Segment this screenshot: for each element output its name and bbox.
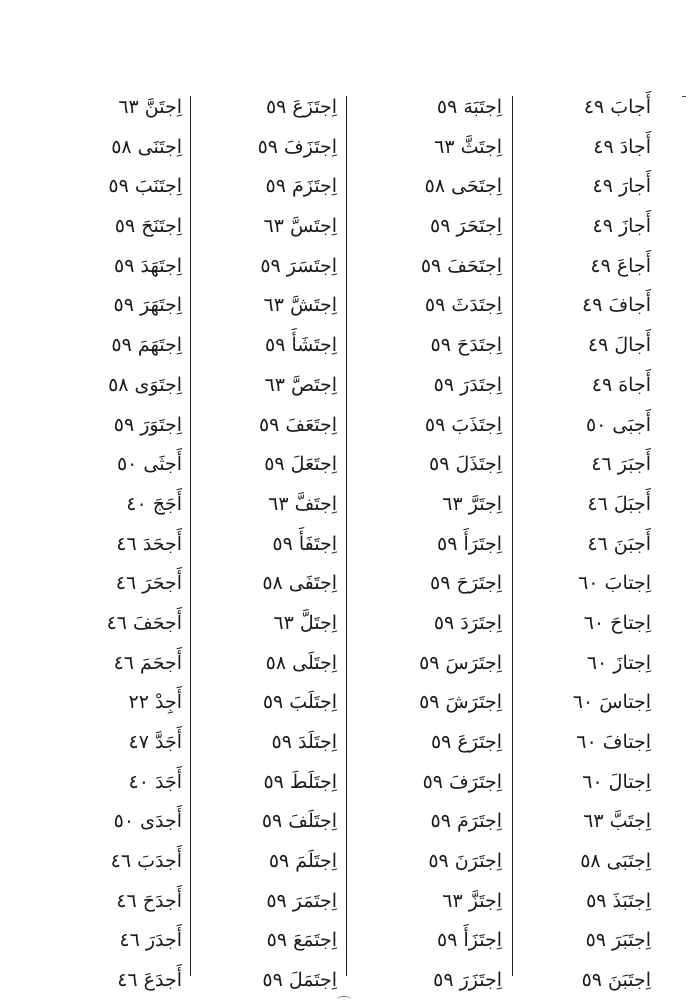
verb-entry: اِجتَلَدَ ٥٩: [271, 731, 337, 753]
verb-entry: أَجحَمَ ٤٦: [113, 651, 182, 674]
verb-entry: اِجتَوَى ٥٨: [108, 373, 182, 396]
verb-entry: اِجتَزَأَ ٥٩: [437, 929, 502, 952]
verb-entry: اِجتَنَبَ ٥٩: [108, 175, 182, 198]
verb-entry: اِجتَدَرَ ٥٩: [433, 373, 502, 396]
verb-entry: اِجتَشَّ ٦٣: [263, 294, 337, 317]
verb-entry: اِجتَلَمَ ٥٩: [268, 850, 337, 873]
verb-entry: اِجتَرَفَ ٥٩: [422, 770, 502, 793]
verb-entry: اِجتَذَلَ ٥٩: [429, 453, 502, 476]
corner-mark: [682, 96, 686, 97]
verb-entry: اِجتَرَحَ ٥٩: [430, 572, 502, 595]
verb-entry: اِجتاحَ ٦٠: [583, 611, 651, 634]
verb-entry: اِجتَلَفَ ٥٩: [261, 810, 337, 833]
verb-entry: اِجتَمَرَ ٥٩: [266, 889, 337, 912]
verb-entry: اِجتَدَحَ ٥٩: [430, 334, 502, 357]
verb-entry: اِجتَبَنَ ٥٩: [581, 969, 651, 992]
verb-entry: أَجَدَ ٤٠: [128, 770, 182, 793]
verb-entry: اِجتَذَبَ ٥٩: [424, 413, 502, 436]
verb-entry: اِجتَنَى ٥٨: [111, 135, 182, 158]
verb-entry: أَجارَ ٤٩: [592, 175, 651, 198]
verb-entry: أَجحَرَ ٤٦: [115, 572, 182, 595]
verb-entry: اِجتَفَى ٥٨: [262, 572, 337, 595]
verb-entry: اِجتَرَدَ ٥٩: [433, 611, 502, 634]
column-3: [195, 92, 345, 1005]
verb-entry: أَجَدَّ ٤٧: [128, 731, 182, 753]
verb-entry: اِجتافَ ٦٠: [576, 731, 651, 753]
verb-entry: اِجتَسَّ ٦٣: [263, 215, 337, 238]
verb-entry: اِجتَهَرَ ٥٩: [113, 294, 182, 317]
verb-entry: اِجتَرَنَ ٥٩: [428, 850, 502, 873]
column-1: [525, 92, 655, 1005]
verb-entry: أَجبَى ٥٠: [585, 413, 651, 436]
verb-entry: أَجدَى ٥٠: [113, 810, 182, 833]
verb-entry: اِجتَهَدَ ٥٩: [114, 254, 182, 277]
verb-entry: اِجتَثَّ ٦٣: [434, 135, 502, 158]
verb-entry: أَجالَ ٤٩: [587, 334, 651, 357]
verb-entry: أَجحَفَ ٤٦: [106, 611, 182, 634]
verb-entry: أَجاعَ ٤٩: [590, 254, 651, 277]
verb-entry: اِجتَعَفَ ٥٩: [258, 413, 337, 436]
verb-entry: اِجتَحَى ٥٨: [424, 175, 502, 198]
verb-entry: اِجتاسَ ٦٠: [572, 691, 651, 714]
verb-entry: اِجتَبَى ٥٨: [580, 850, 651, 873]
verb-entry: اِجتَسَرَ ٥٩: [260, 254, 337, 277]
verb-entry: اِجتالَ ٦٠: [582, 770, 651, 793]
verb-entry: اِجتَزَمَ ٥٩: [265, 175, 337, 198]
verb-entry: أَجازَ ٤٩: [592, 215, 651, 238]
verb-entry: أَجِدْ ٢٢: [128, 691, 182, 714]
column-2: [360, 92, 510, 1005]
verb-entry: أَجَجَ ٤٠: [126, 492, 182, 515]
column-divider: [346, 96, 347, 976]
verb-entry: اِجتَلَّ ٦٣: [273, 611, 337, 634]
verb-entry: اِجتَلَى ٥٨: [265, 651, 337, 674]
verb-entry: أَجاهَ ٤٩: [591, 373, 651, 396]
verb-entry: اِجتَهَمَ ٥٩: [111, 334, 182, 357]
verb-entry: أَجدَحَ ٤٦: [116, 889, 182, 912]
verb-entry: أَجدَرَ ٤٦: [119, 929, 182, 952]
verb-entry: اِجتَمَعَ ٥٩: [266, 929, 337, 952]
verb-entry: أَجحَدَ ٤٦: [116, 532, 182, 555]
column-4: [30, 92, 190, 1005]
verb-entry: أَجبَرَ ٤٦: [591, 453, 651, 476]
verb-entry: أَجبَنَ ٤٦: [587, 532, 651, 555]
verb-entry: اِجتَبَذَ ٥٩: [586, 889, 651, 912]
verb-entry: اِجتازَ ٦٠: [586, 651, 651, 674]
column-divider: [190, 96, 191, 976]
verb-entry: أَجدَبَ ٤٦: [110, 850, 182, 873]
verb-entry: اِجتَبَّ ٦٣: [583, 810, 651, 833]
verb-entry: اِجتَبَرَ ٥٩: [585, 929, 651, 952]
verb-entry: اِجتَحَرَ ٥٩: [430, 215, 502, 238]
verb-entry: اِجتَرَشَ ٥٩: [419, 691, 502, 714]
verb-entry: أَجثَى ٥٠: [116, 453, 182, 476]
verb-entry: اِجتَحَفَ ٥٩: [420, 254, 502, 277]
verb-entry: اِجتَفَّ ٦٣: [268, 492, 337, 515]
verb-entry: اِجتَرَعَ ٥٩: [430, 731, 502, 753]
verb-entry: اِجتَرَمَ ٥٩: [430, 810, 502, 833]
verb-entry: اِجتَفَأَ ٥٩: [272, 532, 337, 555]
verb-entry: اِجتَصَّ ٦٣: [264, 373, 337, 396]
column-divider: [512, 96, 513, 976]
verb-entry: أَجبَلَ ٤٦: [587, 492, 651, 515]
verb-entry: اِجتَرَسَ ٥٩: [419, 651, 502, 674]
footer-mark: [337, 996, 351, 1003]
verb-entry: اِجتَعَلَ ٥٩: [264, 453, 337, 476]
verb-entry: أَجادَ ٤٩: [593, 135, 651, 158]
verb-entry: اِجتَزَّ ٦٣: [442, 889, 502, 912]
verb-entry: اِجتَزَعَ ٥٩: [265, 96, 337, 118]
verb-entry: اِجتَمَلَ ٥٩: [262, 969, 337, 992]
verb-entry: اِجتابَ ٦٠: [578, 572, 651, 595]
verb-entry: اِجتَلَطَ ٥٩: [263, 770, 337, 793]
verb-entry: اِجتَشَأَ ٥٩: [265, 334, 337, 357]
verb-entry: اِجتَنَحَ ٥٩: [114, 215, 182, 238]
verb-entry: اِجتَرَّ ٦٣: [442, 492, 502, 515]
verb-entry: اِجتَنَّ ٦٣: [118, 96, 182, 118]
verb-entry: اِجتَرَأَ ٥٩: [437, 532, 502, 555]
verb-entry: اِجتَدَثَ ٥٩: [424, 294, 502, 317]
verb-entry: اِجتَلَبَ ٥٩: [262, 691, 337, 714]
verb-entry: اِجتَزَرَ ٥٩: [433, 969, 502, 992]
verb-entry: أَجدَعَ ٤٦: [117, 969, 182, 992]
verb-entry: اِجتَزَفَ ٥٩: [257, 135, 337, 158]
verb-entry: أَجابَ ٤٩: [583, 96, 651, 118]
verb-entry: اِجتَبَهَ ٥٩: [436, 96, 502, 118]
verb-entry: أَجافَ ٤٩: [582, 294, 651, 317]
verb-entry: اِجتَوَرَ ٥٩: [113, 413, 182, 436]
